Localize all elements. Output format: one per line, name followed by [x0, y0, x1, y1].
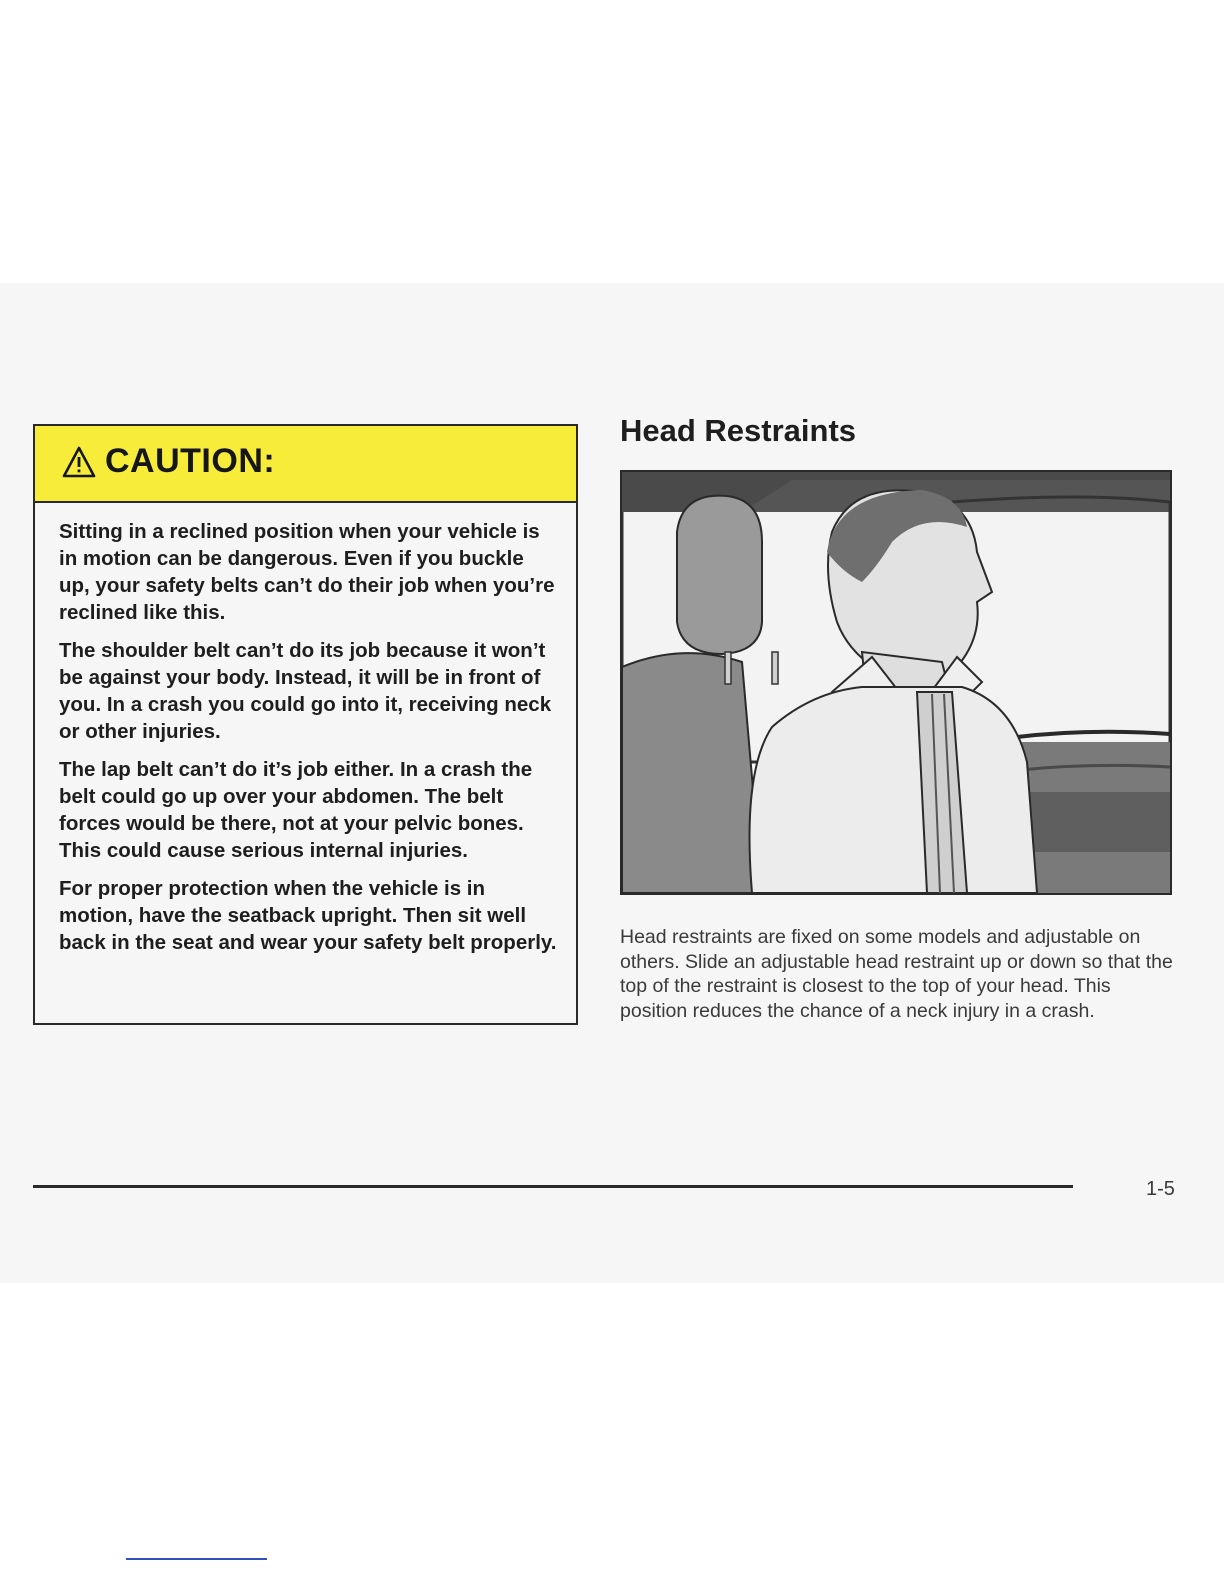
- caution-paragraph: Sitting in a reclined position when your vehicle is in motion can be dangerous. Even if you buckle up, your safety belts can’t do their job when you’re reclined like this.: [59, 520, 555, 624]
- caution-box: [33, 424, 578, 1025]
- head-restraint-illustration: [620, 470, 1172, 895]
- section-title: Head Restraints: [620, 413, 857, 448]
- caution-paragraph: The lap belt can’t do it’s job either. In a crash the belt could go up over your abdomen. The belt forces would be there, not at your pelvic bones. This could cause serious internal injuries.: [59, 758, 533, 862]
- caution-paragraph: For proper protection when the vehicle is in motion, have the seatback upright. Then sit well back in the seat and wear your safety belt properly.: [59, 877, 557, 954]
- footer-rule: [33, 1185, 1073, 1188]
- warning-triangle-icon: [61, 445, 97, 479]
- page-number: 1-5: [1146, 1178, 1175, 1200]
- illustration-drawing: [622, 472, 1170, 893]
- bottom-link-underline: [126, 1558, 267, 1560]
- caution-body: [59, 518, 559, 967]
- caution-header: [35, 426, 576, 503]
- caution-title: CAUTION:: [105, 442, 276, 480]
- head-restraints-body: Head restraints are fixed on some models and adjustable on others. Slide an adjustable head restraint up or down so that the top of the restraint is closest to the top of your head. This position reduces the chance of a neck injury in a crash.: [620, 926, 1173, 1022]
- caution-paragraph: The shoulder belt can’t do its job because it won’t be against your body. Instead, it will be in front of you. In a crash you could go into it, receiving neck or other injuries.: [59, 639, 552, 743]
